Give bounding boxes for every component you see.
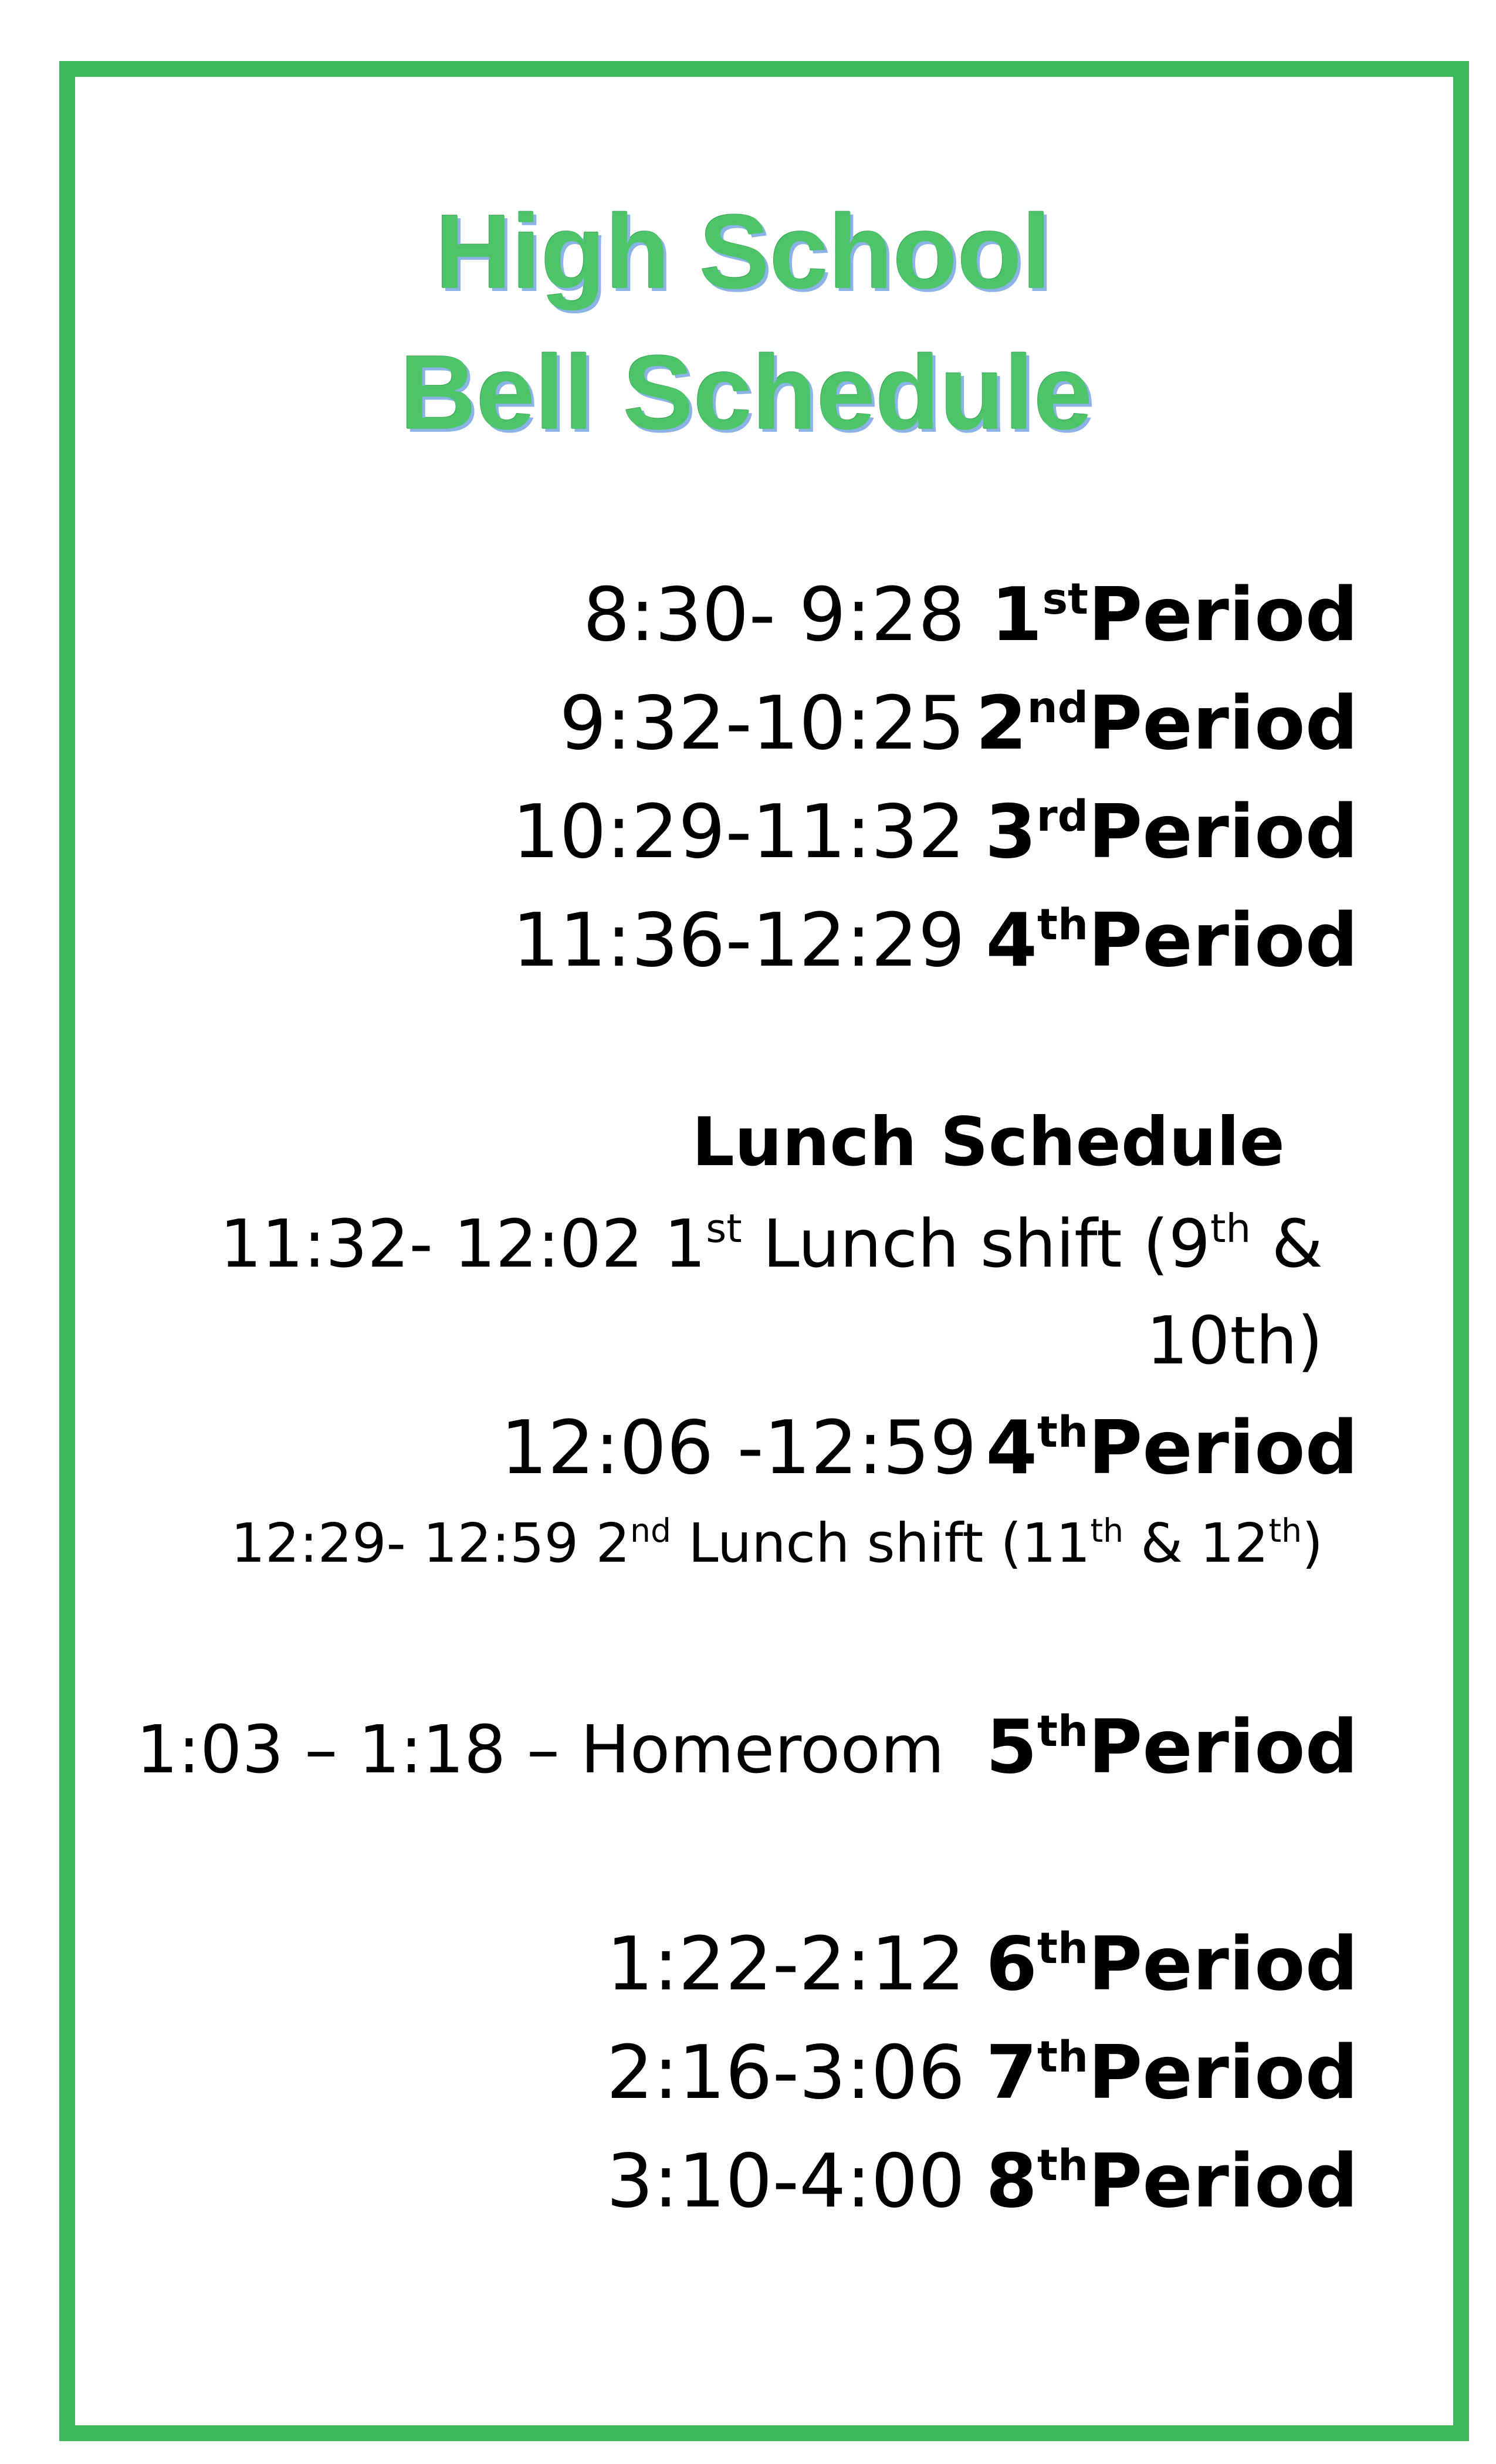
period-time: 9:32-10:25 bbox=[559, 680, 965, 766]
period-time: 12:06 -12:59 bbox=[500, 1404, 977, 1491]
period-label: Period bbox=[1088, 1404, 1358, 1491]
period-label: Period bbox=[1088, 680, 1358, 766]
period-ordinal: 1st bbox=[990, 571, 1088, 658]
lunch-shift-1-wrap: 10th) bbox=[1146, 1303, 1323, 1379]
lunch-shift-2: 12:29- 12:59 2nd Lunch shift (11th & 12th) bbox=[231, 1512, 1323, 1575]
lunch-shift-1: 11:32- 12:02 1st Lunch shift (9th & bbox=[219, 1206, 1323, 1282]
period-time: 8:30- 9:28 bbox=[583, 571, 965, 658]
period-time: 3:10-4:00 bbox=[606, 2138, 965, 2224]
period-ordinal: 6th bbox=[986, 1921, 1088, 2007]
period-time: 10:29-11:32 bbox=[512, 788, 965, 875]
period-row-3 bbox=[512, 788, 1358, 875]
period-row-2 bbox=[559, 680, 1358, 766]
homeroom-row bbox=[136, 1704, 1358, 1790]
period-ordinal: 4th bbox=[986, 897, 1088, 983]
period-row-6 bbox=[606, 1921, 1358, 2007]
period-time: 2:16-3:06 bbox=[606, 2029, 965, 2116]
period-time: 1:22-2:12 bbox=[606, 1921, 965, 2007]
title-line-1: High School bbox=[435, 193, 1051, 311]
period-row-7 bbox=[606, 2029, 1358, 2116]
period-label: Period bbox=[1088, 2029, 1358, 2116]
period-ordinal: 3rd bbox=[984, 788, 1088, 875]
period-time: 11:36-12:29 bbox=[512, 897, 965, 983]
lunch-schedule-heading: Lunch Schedule bbox=[692, 1103, 1285, 1181]
period-row-1 bbox=[583, 571, 1358, 658]
period-ordinal: 2nd bbox=[975, 680, 1088, 766]
period-label: Period bbox=[1088, 2138, 1358, 2224]
lunch-period-4-row bbox=[500, 1404, 1358, 1491]
homeroom-text: 1:03 – 1:18 – Homeroom bbox=[136, 1712, 945, 1788]
period-label: Period bbox=[1088, 571, 1358, 658]
period-ordinal: 5th bbox=[986, 1704, 1088, 1790]
period-label: Period bbox=[1088, 897, 1358, 983]
period-label: Period bbox=[1088, 1921, 1358, 2007]
period-label: Period bbox=[1088, 1704, 1358, 1790]
period-ordinal: 8th bbox=[986, 2138, 1088, 2224]
title-line-2: Bell Schedule bbox=[400, 334, 1093, 452]
period-row-4 bbox=[512, 897, 1358, 983]
period-ordinal: 4th bbox=[986, 1404, 1088, 1491]
period-ordinal: 7th bbox=[986, 2029, 1088, 2116]
period-row-8 bbox=[606, 2138, 1358, 2224]
period-label: Period bbox=[1088, 788, 1358, 875]
